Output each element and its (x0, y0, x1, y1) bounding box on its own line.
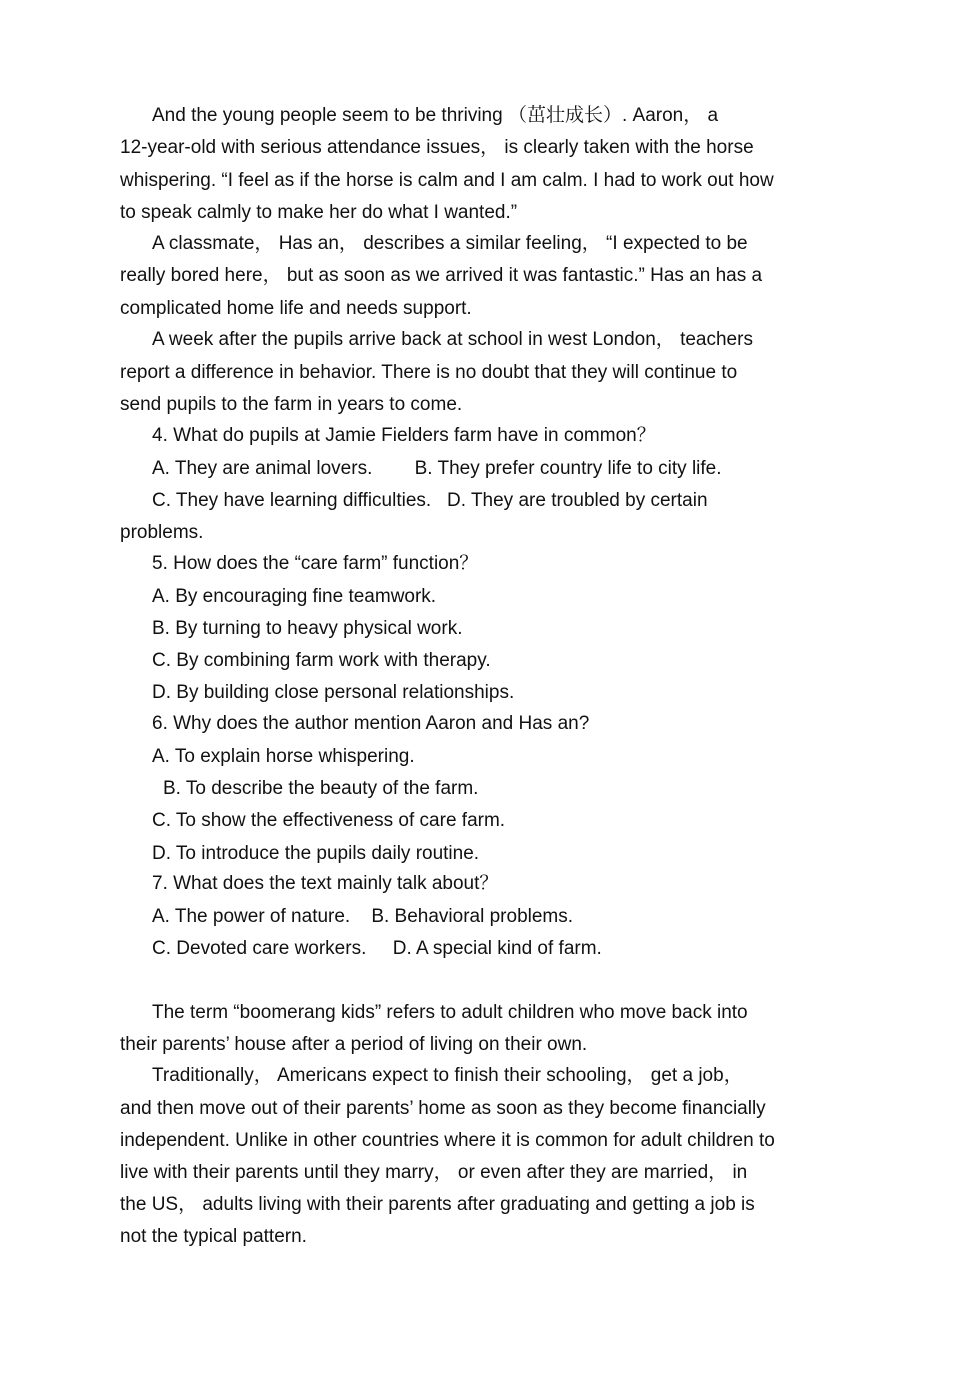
text-line: Traditionally， Americans expect to finish their schooling， get a job， (152, 1065, 743, 1086)
question-6-option-a: A. To explain horse whispering. (152, 746, 415, 767)
text-line: their parents’ house after a period of living on their own. (120, 1034, 588, 1055)
question-6-option-d: D. To introduce the pupils daily routine. (152, 843, 480, 864)
question-6-option-b: B. To describe the beauty of the farm. (163, 778, 479, 799)
question-6-stem: 6. Why does the author mention Aaron and Has an? (152, 713, 590, 734)
text-line: And the young people seem to be thriving （茁壮成长）. Aaron， a (152, 105, 719, 126)
text-line: independent. Unlike in other countries where it is common for adult children to (120, 1130, 775, 1151)
text-line: The term “boomerang kids” refers to adult children who move back into (152, 1002, 748, 1023)
text-line: and then move out of their parents’ home as soon as they become financially (120, 1098, 766, 1119)
question-4-options-cd: C. They have learning difficulties. D. They are troubled by certain (152, 490, 708, 511)
question-4-options-cd-cont: problems. (120, 522, 204, 543)
question-5-option-c: C. By combining farm work with therapy. (152, 650, 491, 671)
text-line: A week after the pupils arrive back at school in west London， teachers (152, 329, 753, 350)
text-line: send pupils to the farm in years to come. (120, 394, 463, 415)
question-5-option-a: A. By encouraging fine teamwork. (152, 586, 437, 607)
question-7-stem: 7. What does the text mainly talk about？ (152, 873, 499, 894)
question-5-stem: 5. How does the “care farm” function？ (152, 553, 479, 574)
text-line: to speak calmly to make her do what I wanted.” (120, 202, 518, 223)
text-line: complicated home life and needs support. (120, 298, 472, 319)
question-6-option-c: C. To show the effectiveness of care farm. (152, 810, 506, 831)
text-line: A classmate， Has an， describes a similar feeling， “I expected to be (152, 233, 748, 254)
text-line: not the typical pattern. (120, 1226, 307, 1247)
text-line: 12-year-old with serious attendance issues， is clearly taken with the horse (120, 137, 754, 158)
text-line: live with their parents until they marry， or even after they are married， in (120, 1162, 748, 1183)
text-line: report a difference in behavior. There is no doubt that they will continue to (120, 362, 738, 383)
question-4-stem: 4. What do pupils at Jamie Fielders farm have in common？ (152, 425, 656, 446)
question-7-options-cd: C. Devoted care workers. D. A special kind of farm. (152, 938, 602, 959)
text-line: the US， adults living with their parents after graduating and getting a job is (120, 1194, 755, 1215)
text-line: whispering. “I feel as if the horse is calm and I am calm. I had to work out how (120, 170, 774, 191)
question-5-option-d: D. By building close personal relationships. (152, 682, 515, 703)
question-7-options-ab: A. The power of nature. B. Behavioral problems. (152, 906, 574, 927)
text-line: really bored here， but as soon as we arrived it was fantastic.” Has an has a (120, 265, 763, 286)
question-5-option-b: B. By turning to heavy physical work. (152, 618, 463, 639)
question-4-options-ab: A. They are animal lovers. B. They prefer country life to city life. (152, 458, 722, 479)
